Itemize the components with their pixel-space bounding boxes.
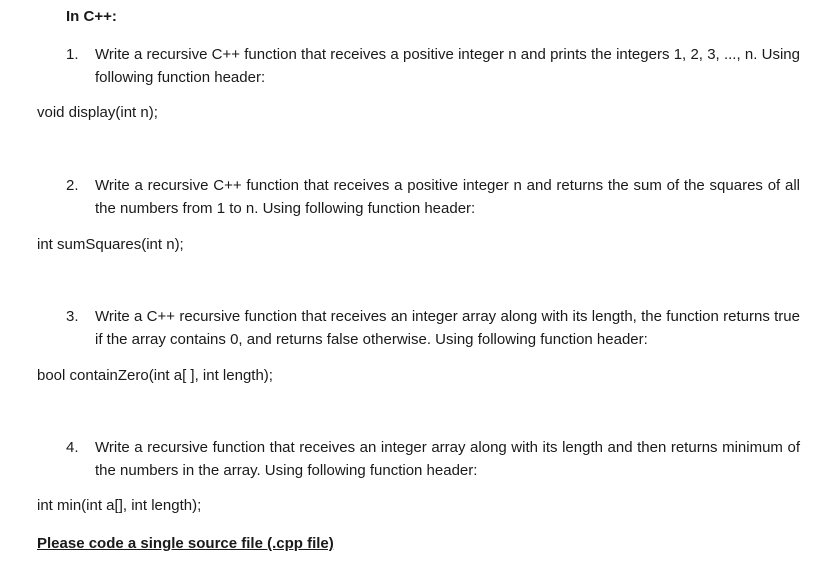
function-header-1: void display(int n); [37, 104, 158, 121]
question-item-1 [66, 43, 800, 89]
question-text: Write a recursive C++ function that receives a positive integer n and prints the integers 1, 2, 3, ..., n. Using following function header: [95, 46, 800, 86]
question-text: Write a recursive C++ function that receives a positive integer n and returns the sum of the squares of all the numbers from 1 to n. Using following function header: [95, 177, 800, 217]
question-item-3 [66, 305, 800, 351]
question-number: 3. [66, 308, 79, 325]
question-text: Write a recursive function that receives an integer array along with its length and then returns minimum of the numbers in the array. Using following function header: [95, 439, 800, 479]
question-item-2 [66, 174, 800, 220]
function-header-4: int min(int a[], int length); [37, 497, 202, 514]
function-header-2: int sumSquares(int n); [37, 236, 184, 253]
question-number: 4. [66, 439, 79, 456]
question-number: 2. [66, 177, 79, 194]
function-header-3: bool containZero(int a[ ], int length); [37, 367, 273, 384]
question-item-4 [66, 436, 800, 482]
submission-instruction: Please code a single source file (.cpp file) [37, 535, 334, 552]
document-heading: In C++: [66, 8, 117, 25]
question-number: 1. [66, 46, 79, 63]
question-text: Write a C++ recursive function that receives an integer array along with its length, the function returns true if the array contains 0, and returns false otherwise. Using following function header: [95, 308, 800, 348]
